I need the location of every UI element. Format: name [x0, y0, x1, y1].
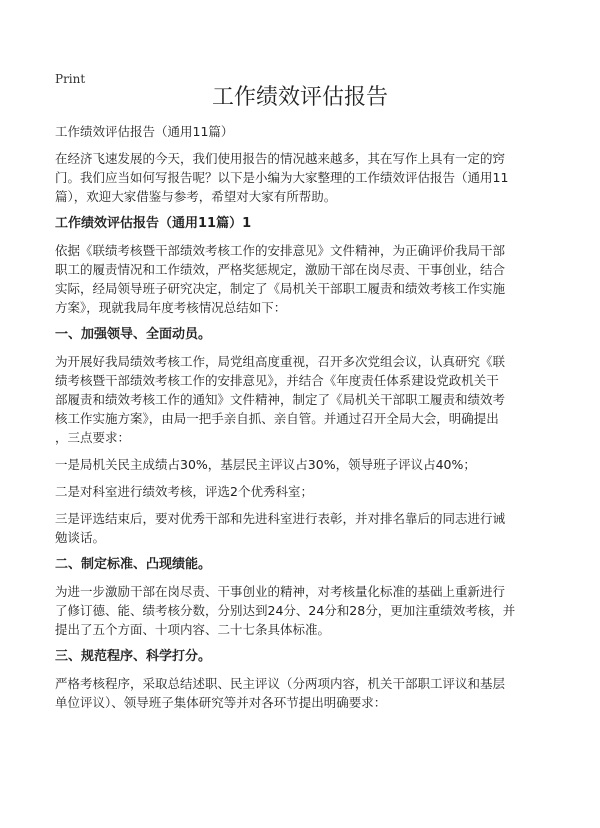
text-line: 职工的履责情况和工作绩效，严格奖惩规定，激励干部在岗尽责、干事创业，结合 [55, 262, 506, 277]
text-line: 提出了五个方面、十项内容、二十七条具体标准。 [55, 622, 331, 637]
text-line: 方案》，现就我局年度考核情况总结如下： [55, 300, 287, 315]
text-line: 核工作实施方案》，由局一把手亲自抓、亲自管。并通过召开全局大会，明确提出 [55, 411, 499, 426]
section-title: 工作绩效评估报告（通用11篇）1 [55, 216, 252, 231]
text-line: 实际，经局领导班子研究决定，制定了《局机关干部职工履责和绩效考核工作实施 [55, 281, 506, 296]
text-line: 绩考核暨干部绩效考核工作的安排意见》，并结合《年度责任体系建设党政机关干 [55, 373, 499, 388]
text-line: 为进一步激励干部在岗尽责、干事创业的精神，对考核量化标准的基础上重新进行 [55, 584, 506, 599]
page-title: 工作绩效评估报告 [211, 85, 388, 110]
text-line: 单位评议）、领导班子集体研究等并对各环节提出明确要求： [55, 695, 387, 710]
text-line: 在经济飞速发展的今天，我们使用报告的情况越来越多，其在写作上具有一定的窍 [55, 151, 506, 166]
paragraph [55, 241, 545, 317]
text-line: 篇），欢迎大家借鉴与参考，希望对大家有所帮助。 [55, 189, 337, 204]
intro-paragraph [55, 149, 545, 206]
heading-2: 二、制定标准、凸现绩能。 [55, 557, 212, 572]
text-line: 三是评选结束后，要对优秀干部和先进科室进行表彰，并对排名靠后的同志进行诫 [55, 511, 506, 526]
text-line: ，三点要求： [55, 430, 131, 445]
paragraph: 一是局机关民主成绩占30%，基层民主评议占30%，领导班子评议占40%； [55, 457, 476, 472]
heading-3: 三、规范程序、科学打分。 [55, 649, 212, 664]
subtitle: 工作绩效评估报告（通用11篇） [55, 124, 234, 139]
document-body [55, 122, 545, 720]
paragraph [55, 352, 545, 447]
text-line: 勉谈话。 [55, 530, 106, 545]
print-link[interactable]: Print [55, 72, 86, 86]
heading-1: 一、加强领导、全面动员。 [55, 327, 212, 342]
text-line: 依据《联绩考核暨干部绩效考核工作的安排意见》文件精神，为正确评价我局干部 [55, 243, 506, 258]
paragraph [55, 674, 545, 712]
paragraph [55, 582, 545, 639]
paragraph [55, 509, 545, 547]
paragraph: 二是对科室进行绩效考核，评选2个优秀科室； [55, 484, 313, 499]
text-line: 部履责和绩效考核工作的通知》文件精神，制定了《局机关干部职工履责和绩效考 [55, 392, 506, 407]
text-line: 了修订德、能、绩考核分数，分别达到24分、24分和28分，更加注重绩效考核，并 [55, 603, 516, 618]
text-line: 门。我们应当如何写报告呢？以下是小编为大家整理的工作绩效评估报告（通用11 [55, 170, 509, 185]
text-line: 为开展好我局绩效考核工作，局党组高度重视，召开多次党组会议，认真研究《联 [55, 354, 506, 369]
text-line: 严格考核程序，采取总结述职、民主评议（分两项内容，机关干部职工评议和基层 [55, 676, 506, 691]
